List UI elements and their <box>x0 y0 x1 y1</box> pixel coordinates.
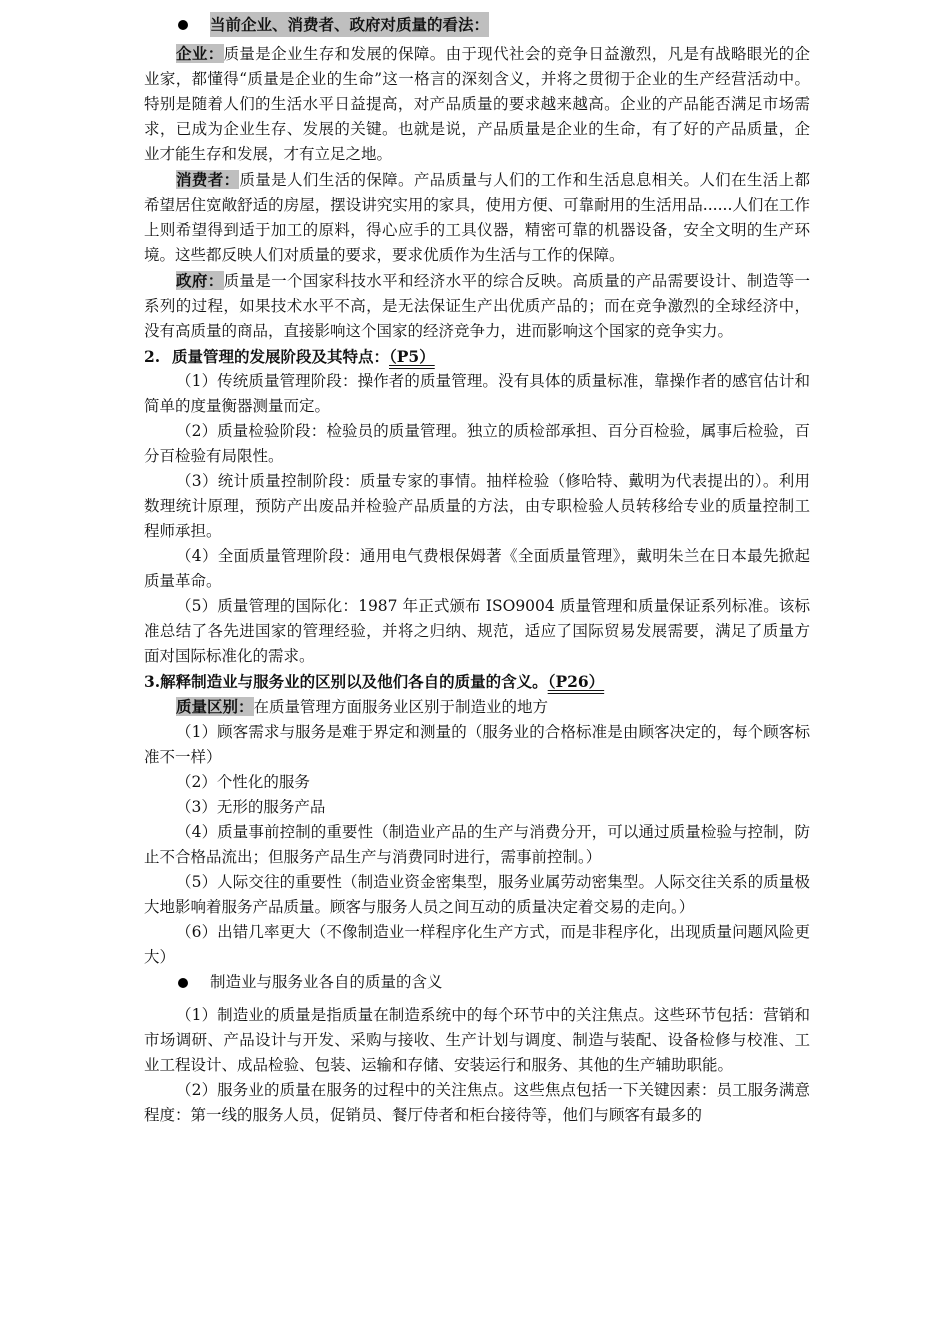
paragraph-consumer <box>144 167 810 268</box>
text-quality-difference: 在质量管理方面服务业区别于制造业的地方 <box>253 698 549 716</box>
bullet-views-on-quality <box>144 8 810 41</box>
section-3-title: 3.解释制造业与服务业的区别以及他们各自的质量的含义。 <box>144 672 548 691</box>
stage-item: （4）全面质量管理阶段：通用电气费根保姆著《全面质量管理》，戴明朱兰在日本最先掀起质量革命。 <box>144 547 810 590</box>
heading-section-3 <box>144 669 810 694</box>
difference-item: （1）顾客需求与服务是难于界定和测量的（服务业的合格标准是由顾客决定的，每个顾客标准不一样） <box>144 723 810 766</box>
label-consumer: 消费者： <box>176 170 240 189</box>
label-enterprise: 企业： <box>176 44 224 63</box>
text-enterprise: 质量是企业生存和发展的保障。由于现代社会的竞争日益激烈，凡是有战略眼光的企业家，都懂得“质量是企业的生命”这一格言的深刻含义，并将之贯彻于企业的生产经营活动中。特别是随着人们的生活水平日益提高，对产品质量的要求越来越高。企业的产品能否满足市场需求，已成为企业生存、发展的关键。也就是说，产品质量是企业的生命，有了好的产品质量，企业才能生存和发展，才有立足之地。 <box>144 45 810 163</box>
difference-item: （2）个性化的服务 <box>176 773 310 791</box>
bullet-quality-meaning <box>144 970 810 995</box>
difference-item: （3）无形的服务产品 <box>176 798 326 816</box>
text-government: 质量是一个国家科技水平和经济水平的综合反映。高质量的产品需要设计、制造等一系列的过程，如果技术水平不高，是无法保证生产出优质产品的；而在竞争激烈的全球经济中，没有高质量的商品，直接影响这个国家的经济竞争力，进而影响这个国家的竞争实力。 <box>144 272 810 340</box>
label-quality-difference: 质量区别： <box>176 697 254 716</box>
label-government: 政府： <box>176 271 224 290</box>
paragraph-government <box>144 268 810 344</box>
difference-item: （6）出错几率更大（不像制造业一样程序化生产方式，而是非程序化，出现质量问题风险更大） <box>144 923 810 966</box>
stage-item: （2）质量检验阶段：检验员的质量管理。独立的质检部承担、百分百检验，属事后检验，百分百检验有局限性。 <box>144 422 810 465</box>
stage-item: （3）统计质量控制阶段：质量专家的事情。抽样检验（修哈特、戴明为代表提出的）。利用数理统计原理，预防产出废品并检验产品质量的方法，由专职检验人员转移给专业的质量控制工程师承担。 <box>144 472 810 540</box>
section-2-ref: （P5） <box>389 347 435 366</box>
document-content <box>144 8 810 1128</box>
heading-section-2 <box>144 344 810 369</box>
difference-item: （5）人际交往的重要性（制造业资金密集型，服务业属劳动密集型。人际交往关系的质量极大地影响着服务产品质量。顾客与服务人员之间互动的质量决定着交易的走向。） <box>144 873 810 916</box>
text-consumer: 质量是人们生活的保障。产品质量与人们的工作和生活息息相关。人们在生活上都希望居住宽敞舒适的房屋，摆设讲究实用的家具，使用方便、可靠耐用的生活用品......人们在工作上则希望得到适于加工的原料，得心应手的工具仪器，精密可靠的机器设备，安全文明的生产环境。这些都反映人们对质量的要求，要求优质作为生活与工作的保障。 <box>144 171 810 264</box>
section-2-title: 质量管理的发展阶段及其特点： <box>172 347 390 366</box>
section-2-number: 2. <box>144 347 161 366</box>
paragraph-enterprise <box>144 41 810 167</box>
bullet-dot-icon <box>178 20 188 30</box>
paragraph-quality-difference <box>144 694 810 720</box>
bullet-title: 当前企业、消费者、政府对质量的看法： <box>210 12 489 37</box>
bullet-meaning-title: 制造业与服务业各自的质量的含义 <box>210 973 443 991</box>
meaning-item: （1）制造业的质量是指质量在制造系统中的每个环节中的关注焦点。这些环节包括：营销和市场调研、产品设计与开发、采购与接收、生产计划与调度、制造与装配、设备检修与校准、工业工程设计、成品检验、包装、运输和存储、安装运行和服务、其他的生产辅助职能。 <box>144 1006 810 1074</box>
difference-item: （4）质量事前控制的重要性（制造业产品的生产与消费分开，可以通过质量检验与控制，防止不合格品流出；但服务产品生产与消费同时进行，需事前控制。） <box>144 823 810 866</box>
bullet-dot-icon <box>178 978 188 988</box>
section-3-ref: （P26） <box>547 672 605 691</box>
stage-item: （1）传统质量管理阶段：操作者的质量管理。没有具体的质量标准，靠操作者的感官估计和简单的度量衡器测量而定。 <box>144 372 810 415</box>
stage-item: （5）质量管理的国际化：1987 年正式颁布 ISO9004 质量管理和质量保证系列标准。该标准总结了各先进国家的管理经验，并将之归纳、规范，适应了国际贸易发展需要，满足了质量方面对国际标准化的需求。 <box>144 597 810 665</box>
meaning-item: （2）服务业的质量在服务的过程中的关注焦点。这些焦点包括一下关键因素：员工服务满意程度：第一线的服务人员，促销员、餐厅侍者和柜台接待等，他们与顾客有最多的 <box>144 1081 810 1124</box>
